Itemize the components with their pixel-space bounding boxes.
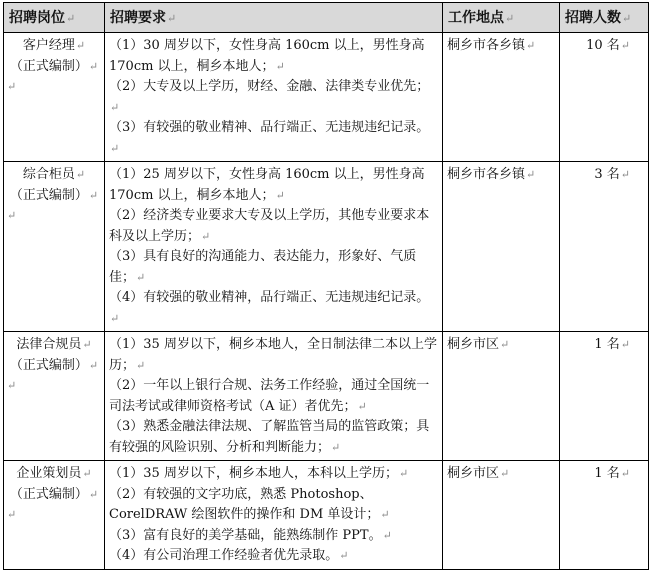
position-type: （正式编制）↵ bbox=[9, 58, 99, 74]
header-requirements-label: 招聘要求 bbox=[110, 10, 166, 26]
requirement-item: （1）35 周岁以下，桐乡本地人，本科以上学历；↵ bbox=[109, 466, 409, 481]
paragraph-mark-icon: ↵ bbox=[398, 467, 409, 480]
requirement-item: （3）熟悉金融法律法规、了解监管当局的监管政策；具有较强的风险识别、分析和判断能力；↵ bbox=[109, 419, 430, 455]
position-cell bbox=[4, 33, 105, 162]
location-value: 桐乡市各乡镇 bbox=[447, 38, 526, 53]
requirement-item: （2）有较强的文字功底，熟悉 Photoshop、CorelDRAW 绘图软件的操作和 DM 单设计；↵ bbox=[109, 486, 390, 522]
recruitment-table-document bbox=[3, 2, 648, 570]
location-cell bbox=[443, 332, 560, 461]
paragraph-mark-icon: ↵ bbox=[339, 549, 349, 562]
paragraph-mark-icon: ↵ bbox=[620, 467, 630, 480]
position-cell bbox=[4, 461, 105, 570]
paragraph-mark-icon: ↵ bbox=[88, 59, 99, 73]
recruitment-table bbox=[3, 2, 649, 570]
paragraph-mark-icon: ↵ bbox=[7, 209, 17, 222]
location-cell bbox=[443, 461, 560, 570]
paragraph-mark-icon: ↵ bbox=[620, 168, 630, 181]
paragraph-mark-icon: ↵ bbox=[7, 508, 17, 521]
location-value: 桐乡市区 bbox=[447, 337, 500, 352]
paragraph-mark-icon: ↵ bbox=[110, 141, 120, 155]
paragraph-mark-icon: ↵ bbox=[275, 59, 285, 73]
requirement-item: （1）25 周岁以下，女性身高 160cm 以上，男性身高 170cm 以上，桐乡本地人；↵ bbox=[109, 167, 425, 203]
position-title: 企业策划员↵ bbox=[16, 466, 92, 481]
paragraph-mark-icon: ↵ bbox=[88, 358, 99, 372]
requirement-item: （3）具有良好的沟通能力、表达能力，形象好、气质佳；↵ bbox=[109, 249, 417, 285]
position-type: （正式编制）↵ bbox=[9, 357, 99, 373]
table-row bbox=[4, 461, 649, 570]
count-value: 1 名 bbox=[594, 466, 620, 481]
location-value: 桐乡市各乡镇 bbox=[447, 167, 526, 182]
paragraph-mark-icon: ↵ bbox=[357, 399, 367, 413]
paragraph-mark-icon: ↵ bbox=[75, 168, 86, 181]
location-cell bbox=[443, 162, 560, 332]
requirements-cell bbox=[105, 461, 443, 570]
requirement-item: （4）有公司治理工作经验者优先录取。↵ bbox=[109, 548, 349, 563]
table-row bbox=[4, 33, 649, 162]
position-title: 法律合规员↵ bbox=[16, 337, 92, 352]
location-cell bbox=[443, 33, 560, 162]
paragraph-mark-icon: ↵ bbox=[66, 12, 76, 25]
count-cell bbox=[560, 33, 649, 162]
paragraph-mark-icon: ↵ bbox=[382, 528, 392, 542]
header-count-label: 招聘人数 bbox=[565, 10, 621, 26]
header-position-label: 招聘岗位 bbox=[9, 10, 65, 26]
table-header-row bbox=[4, 3, 649, 33]
position-type: （正式编制）↵ bbox=[9, 187, 99, 203]
paragraph-mark-icon: ↵ bbox=[380, 508, 390, 521]
table-row bbox=[4, 162, 649, 332]
count-cell bbox=[560, 162, 649, 332]
position-cell bbox=[4, 332, 105, 461]
requirement-item: （2）大专及以上学历，财经、金融、法律类专业优先；↵ bbox=[109, 79, 430, 114]
requirement-item: （1）30 周岁以下，女性身高 160cm 以上，男性身高 170cm 以上，桐乡本地人；↵ bbox=[109, 38, 425, 74]
paragraph-mark-icon: ↵ bbox=[88, 188, 99, 202]
paragraph-mark-icon: ↵ bbox=[526, 168, 536, 181]
header-location bbox=[443, 3, 560, 33]
count-value: 10 名 bbox=[586, 38, 620, 53]
table-row bbox=[4, 332, 649, 461]
requirement-item: （3）富有良好的美学基础，能熟练制作 PPT。↵ bbox=[109, 527, 392, 543]
paragraph-mark-icon: ↵ bbox=[75, 39, 86, 52]
header-count bbox=[560, 3, 649, 33]
paragraph-mark-icon: ↵ bbox=[82, 467, 92, 480]
paragraph-mark-icon: ↵ bbox=[526, 39, 536, 52]
position-title: 客户经理↵ bbox=[22, 38, 86, 53]
paragraph-mark-icon: ↵ bbox=[201, 229, 211, 243]
paragraph-mark-icon: ↵ bbox=[275, 188, 285, 202]
paragraph-mark-icon: ↵ bbox=[82, 338, 92, 351]
paragraph-mark-icon: ↵ bbox=[167, 12, 177, 25]
paragraph-mark-icon: ↵ bbox=[136, 358, 146, 372]
position-title: 综合柜员↵ bbox=[22, 167, 86, 182]
paragraph-mark-icon: ↵ bbox=[110, 100, 120, 114]
paragraph-mark-icon: ↵ bbox=[110, 311, 120, 325]
count-value: 3 名 bbox=[594, 167, 620, 182]
paragraph-mark-icon: ↵ bbox=[500, 338, 510, 351]
count-cell bbox=[560, 461, 649, 570]
header-position bbox=[4, 3, 105, 33]
requirement-item: （1）35 周岁以下，桐乡本地人，全日制法律二本以上学历；↵ bbox=[109, 337, 437, 373]
location-value: 桐乡市区 bbox=[447, 466, 500, 481]
paragraph-mark-icon: ↵ bbox=[88, 487, 99, 501]
requirements-cell bbox=[105, 33, 443, 162]
count-cell bbox=[560, 332, 649, 461]
paragraph-mark-icon: ↵ bbox=[500, 467, 510, 480]
header-requirements bbox=[105, 3, 443, 33]
position-cell bbox=[4, 162, 105, 332]
paragraph-mark-icon: ↵ bbox=[7, 379, 17, 392]
requirements-cell bbox=[105, 162, 443, 332]
requirement-item: （2）经济类专业要求大专及以上学历，其他专业要求本科及以上学历；↵ bbox=[109, 208, 430, 244]
position-type: （正式编制）↵ bbox=[9, 486, 99, 502]
paragraph-mark-icon: ↵ bbox=[622, 12, 632, 25]
paragraph-mark-icon: ↵ bbox=[620, 338, 630, 351]
header-location-label: 工作地点 bbox=[448, 10, 504, 26]
count-value: 1 名 bbox=[594, 337, 620, 352]
paragraph-mark-icon: ↵ bbox=[136, 270, 146, 284]
requirements-cell bbox=[105, 332, 443, 461]
paragraph-mark-icon: ↵ bbox=[505, 12, 515, 25]
paragraph-mark-icon: ↵ bbox=[331, 440, 341, 454]
requirement-item: （2）一年以上银行合规、法务工作经验，通过全国统一司法考试或律师资格考试（A 证）者优先；↵ bbox=[109, 378, 430, 414]
requirement-item: （3）有较强的敬业精神、品行端正、无违规违纪记录。↵ bbox=[109, 120, 430, 155]
requirement-item: （4）有较强的敬业精神，品行端正、无违规违纪记录。↵ bbox=[109, 290, 430, 325]
paragraph-mark-icon: ↵ bbox=[7, 80, 17, 93]
paragraph-mark-icon: ↵ bbox=[620, 39, 630, 52]
